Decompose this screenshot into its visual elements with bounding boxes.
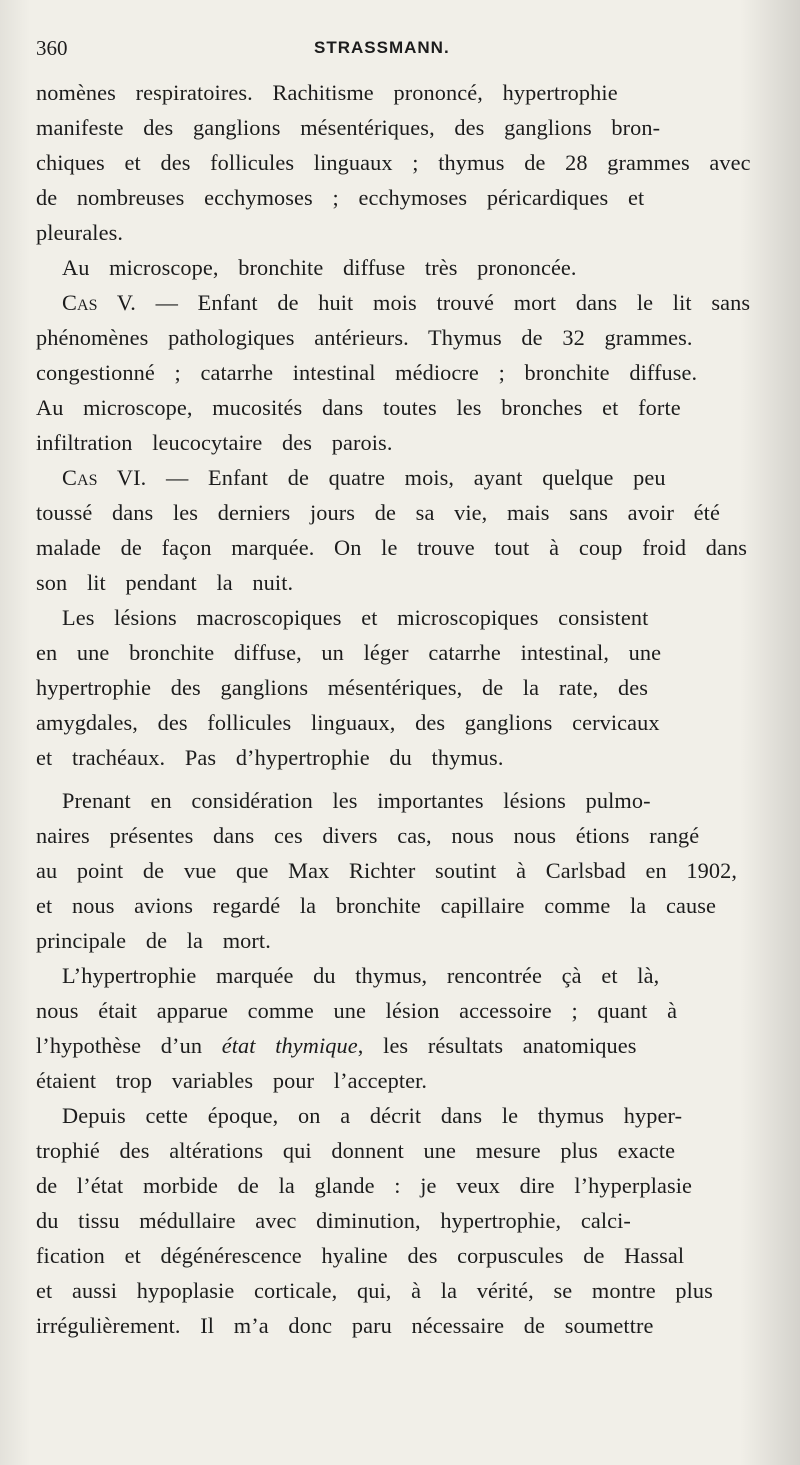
text-line: congestionné ; catarrhe intestinal médiocre ; bronchite diffuse. xyxy=(36,360,698,385)
page-number: 360 xyxy=(36,36,68,60)
running-head xyxy=(36,36,756,64)
text-line: au point de vue que Max Richter soutint à Carlsbad en 1902, xyxy=(36,858,738,883)
text-line: trophié des altérations qui donnent une mesure plus exacte xyxy=(36,1138,676,1163)
text-line: infiltration leucocytaire des parois. xyxy=(36,430,393,455)
case-label: Cas xyxy=(62,290,98,315)
text-line xyxy=(62,286,750,320)
text-line: et nous avions regardé la bronchite capillaire comme la cause xyxy=(36,893,716,918)
text-line: L’hypertrophie marquée du thymus, rencontrée çà et là, xyxy=(62,963,660,988)
text-line: Prenant en considération les importantes lésions pulmo- xyxy=(62,788,651,813)
case-label: Cas xyxy=(62,465,98,490)
text-line: pleurales. xyxy=(36,220,124,245)
text-line: phénomènes pathologiques antérieurs. Thymus de 32 grammes. xyxy=(36,325,693,350)
line-text: , les résultats anatomiques xyxy=(357,1033,637,1058)
line-text: V. — Enfant de huit mois trouvé mort dans le lit sans xyxy=(97,290,751,315)
text-line: nous était apparue comme une lésion accessoire ; quant à xyxy=(36,998,678,1023)
text-line: de l’état morbide de la glande : je veux dire l’hyperplasie xyxy=(36,1173,693,1198)
text-line: et aussi hypoplasie corticale, qui, à la vérité, se montre plus xyxy=(36,1278,713,1303)
text-line: fication et dégénérescence hyaline des corpuscules de Hassal xyxy=(36,1243,685,1268)
text-line: malade de façon marquée. On le trouve tout à coup froid dans xyxy=(36,535,748,560)
running-title: STRASSMANN. xyxy=(314,38,450,57)
text-line: et trachéaux. Pas d’hypertrophie du thymus. xyxy=(36,745,504,770)
text-line: naires présentes dans ces divers cas, nous nous étions rangé xyxy=(36,823,700,848)
text-line: principale de la mort. xyxy=(36,928,271,953)
text-line: Depuis cette époque, on a décrit dans le thymus hyper- xyxy=(62,1103,683,1128)
text-line: en une bronchite diffuse, un léger catarrhe intestinal, une xyxy=(36,640,662,665)
text-line xyxy=(62,461,666,495)
text-line: de nombreuses ecchymoses ; ecchymoses péricardiques et xyxy=(36,185,645,210)
text-line: nomènes respiratoires. Rachitisme prononcé, hypertrophie xyxy=(36,80,618,105)
italic-term: état thymique xyxy=(221,1033,358,1058)
line-text: VI. — Enfant de quatre mois, ayant quelque peu xyxy=(97,465,666,490)
text-line: son lit pendant la nuit. xyxy=(36,570,294,595)
text-line: amygdales, des follicules linguaux, des ganglions cervicaux xyxy=(36,710,660,735)
text-line: chiques et des follicules linguaux ; thymus de 28 grammes avec xyxy=(36,150,751,175)
line-text: l’hypothèse d’un xyxy=(36,1033,222,1058)
text-line: étaient trop variables pour l’accepter. xyxy=(36,1068,428,1093)
text-line: Au microscope, mucosités dans toutes les bronches et forte xyxy=(36,395,681,420)
text-line: irrégulièrement. Il m’a donc paru nécessaire de soumettre xyxy=(36,1313,654,1338)
text-line xyxy=(36,1029,637,1063)
text-line: manifeste des ganglions mésentériques, des ganglions bron- xyxy=(36,115,661,140)
text-line: Au microscope, bronchite diffuse très prononcée. xyxy=(62,255,577,280)
text-line: du tissu médullaire avec diminution, hypertrophie, calci- xyxy=(36,1208,631,1233)
text-line: toussé dans les derniers jours de sa vie, mais sans avoir été xyxy=(36,500,720,525)
text-line: Les lésions macroscopiques et microscopiques consistent xyxy=(62,605,649,630)
text-line: hypertrophie des ganglions mésentériques, de la rate, des xyxy=(36,675,649,700)
